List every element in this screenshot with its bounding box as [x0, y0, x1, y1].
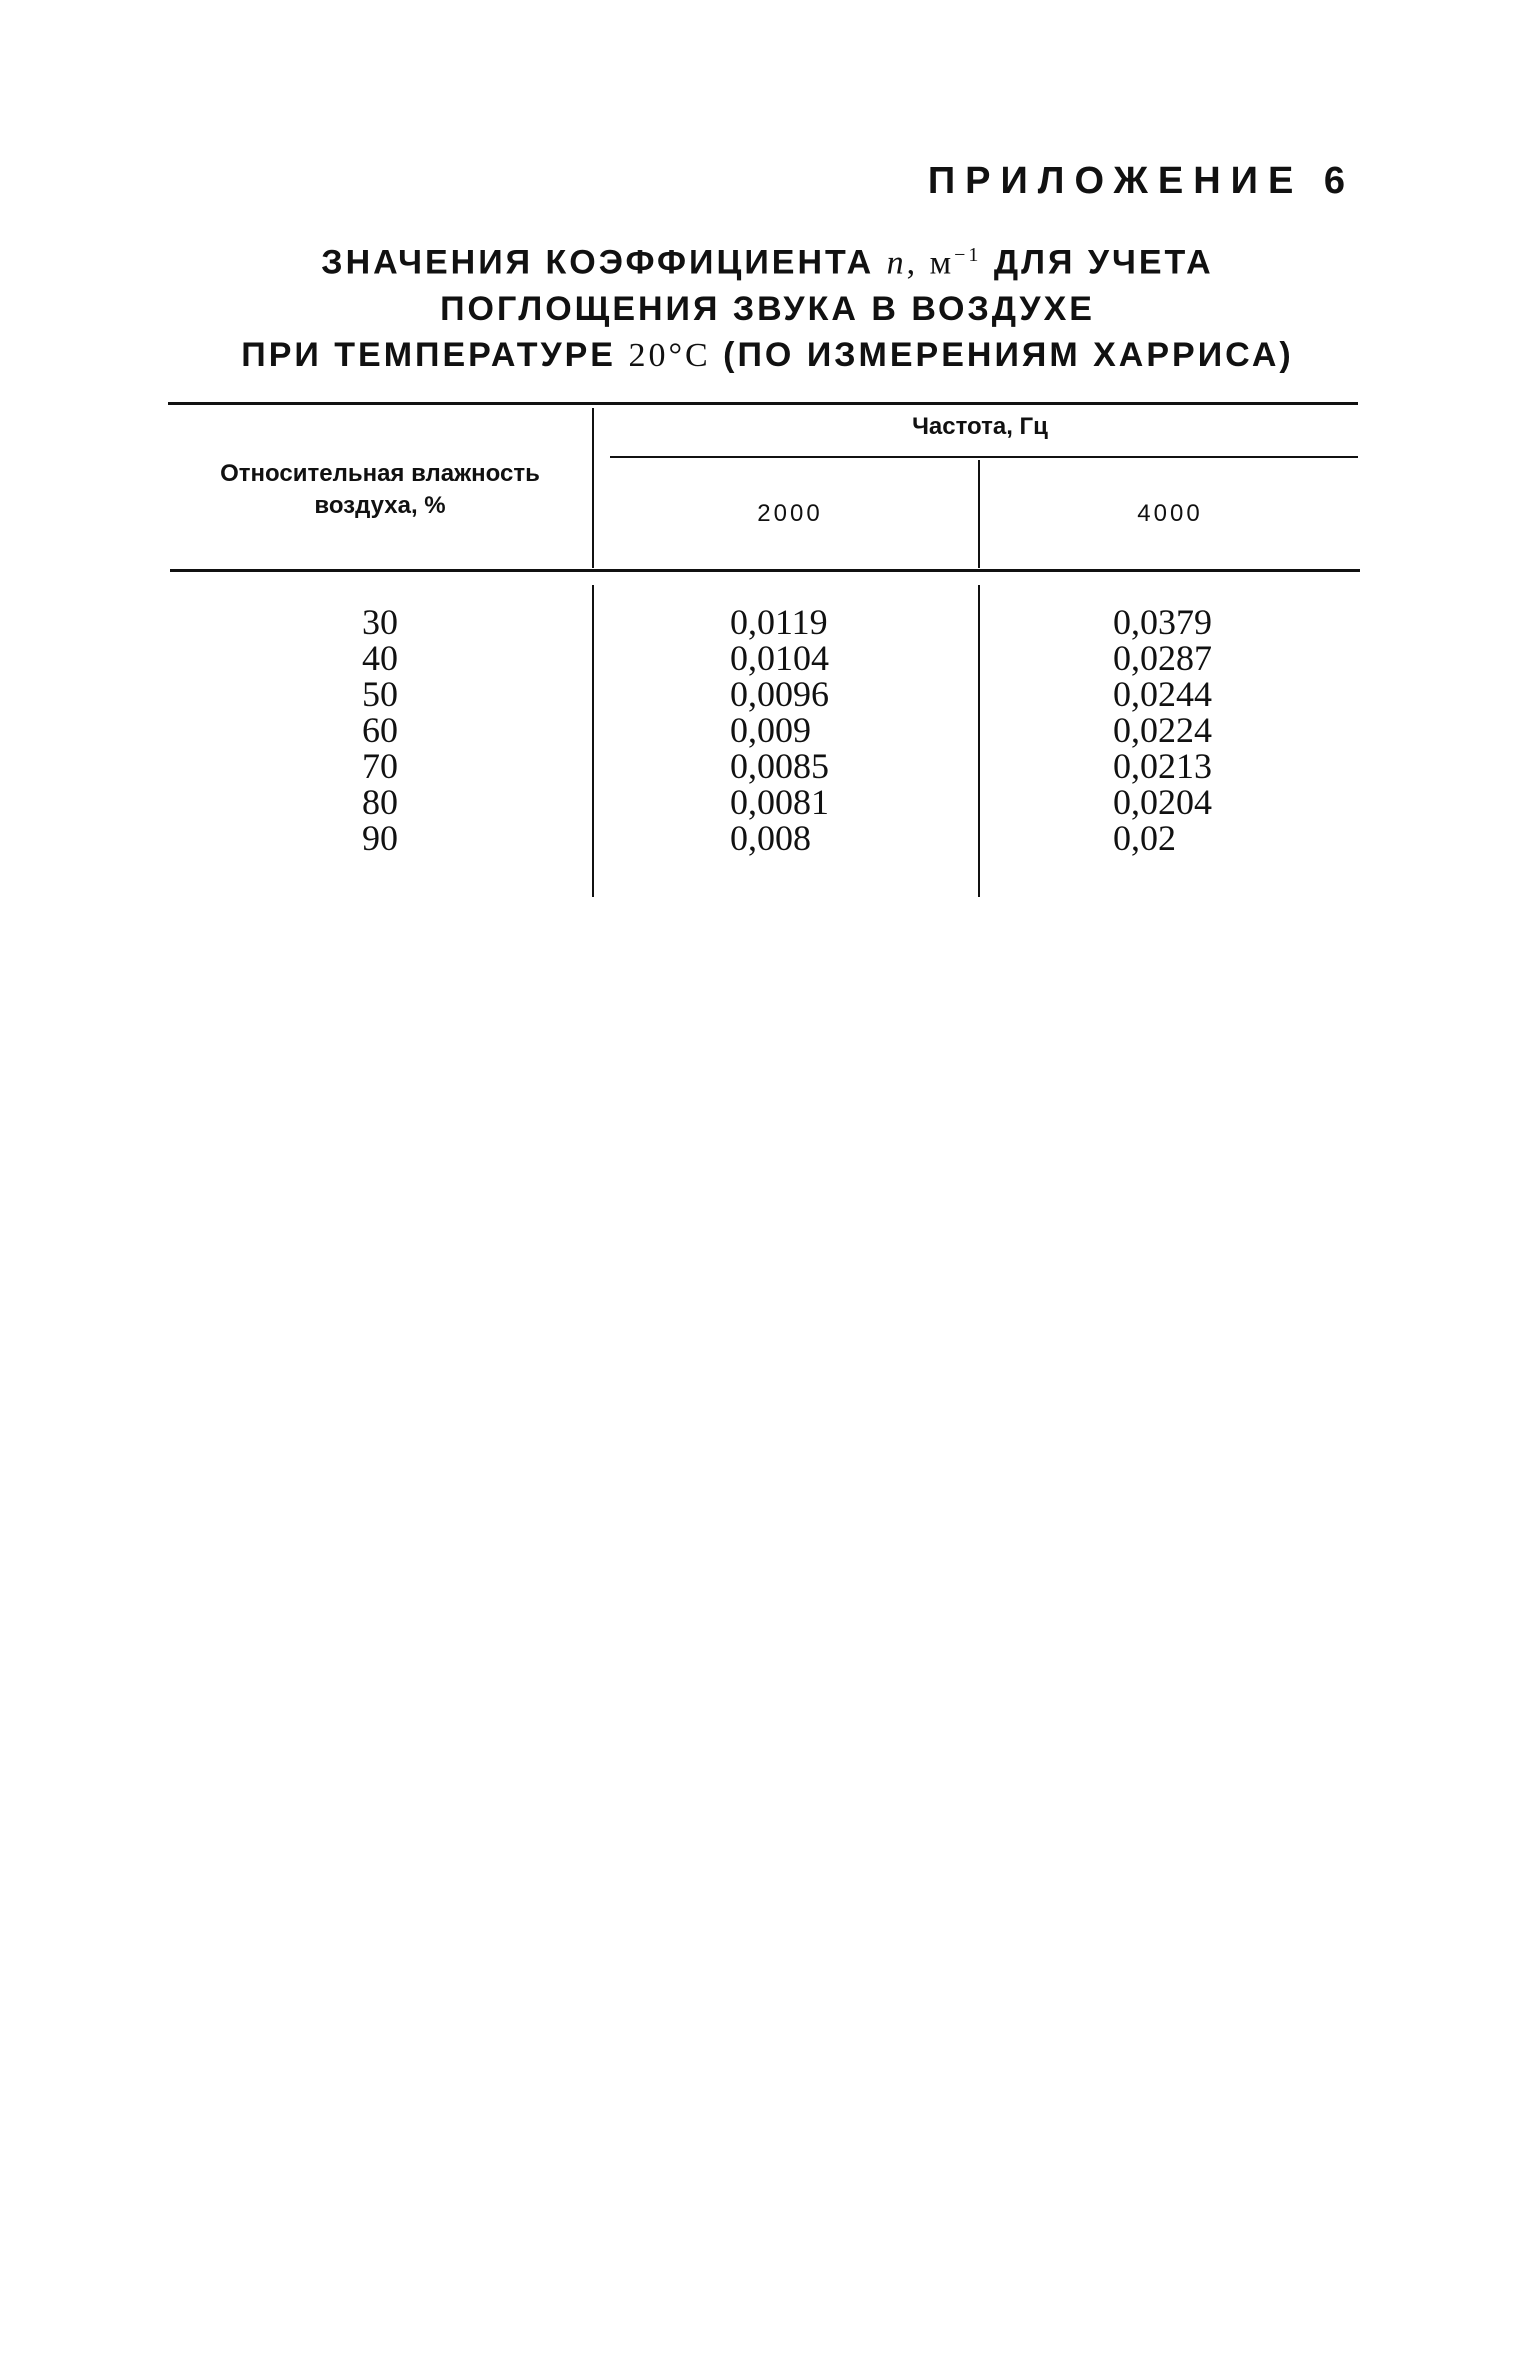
title-line-3: ПРИ ТЕМПЕРАТУРЕ 20°С (ПО ИЗМЕРЕНИЯМ ХАРРИСА)	[241, 336, 1294, 375]
table-cell-2000: 0,0085	[730, 746, 829, 786]
table-cell-humidity: 80	[362, 782, 398, 822]
document-title	[150, 232, 1385, 379]
table-cell-2000: 0,0096	[730, 674, 829, 714]
table-cell-humidity: 70	[362, 746, 398, 786]
frequency-2000-header: 2000	[757, 500, 823, 527]
table-cell-humidity: 60	[362, 710, 398, 750]
table-cell-4000: 0,0224	[1113, 710, 1212, 750]
frequency-header-rule	[610, 456, 1358, 458]
table-top-rule	[168, 402, 1358, 405]
frequency-2000-column	[730, 604, 930, 856]
table-cell-humidity: 90	[362, 818, 398, 858]
table-cell-4000: 0,0244	[1113, 674, 1212, 714]
appendix-heading: ПРИЛОЖЕНИЕ 6	[927, 160, 1355, 202]
table-cell-humidity: 50	[362, 674, 398, 714]
table-cell-2000: 0,0104	[730, 638, 829, 678]
title-line-1: ЗНАЧЕНИЯ КОЭФФИЦИЕНТА n, $м^{-1}$ ДЛЯ УЧЕТА	[321, 243, 1214, 282]
vertical-rule-body-left	[592, 585, 594, 897]
humidity-column	[300, 604, 460, 856]
table-cell-4000: 0,02	[1113, 818, 1176, 858]
frequency-column-header: Частота, Гц	[912, 413, 1048, 440]
humidity-column-header: Относительная влажность воздуха, %	[220, 460, 540, 519]
table-cell-humidity: 30	[362, 602, 398, 642]
table-cell-2000: 0,008	[730, 818, 811, 858]
coefficient-symbol: n	[886, 244, 907, 282]
table-cell-2000: 0,0119	[730, 602, 828, 642]
table-cell-2000: 0,009	[730, 710, 811, 750]
vertical-rule-header-left	[592, 408, 594, 568]
header-bottom-rule	[170, 569, 1360, 572]
table-cell-4000: 0,0379	[1113, 602, 1212, 642]
vertical-rule-body-mid	[978, 585, 980, 897]
frequency-4000-column	[1113, 604, 1313, 856]
title-line-2: ПОГЛОЩЕНИЯ ЗВУКА В ВОЗДУХЕ	[440, 290, 1095, 329]
frequency-4000-header: 4000	[1137, 500, 1203, 527]
table-cell-4000: 0,0213	[1113, 746, 1212, 786]
table-cell-4000: 0,0287	[1113, 638, 1212, 678]
table-cell-humidity: 40	[362, 638, 398, 678]
table-cell-2000: 0,0081	[730, 782, 829, 822]
table-cell-4000: 0,0204	[1113, 782, 1212, 822]
